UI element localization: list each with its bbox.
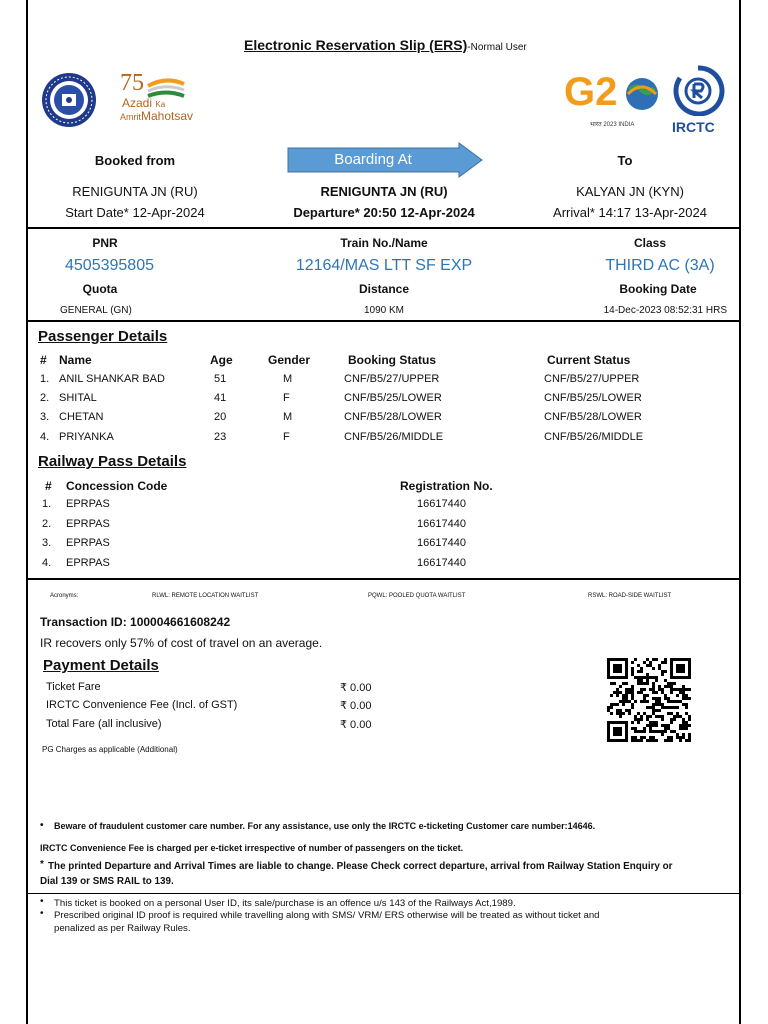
passenger-age: 20: [214, 411, 227, 423]
g20-text: G2: [564, 70, 618, 114]
quota-value: GENERAL (GN): [60, 305, 132, 316]
azadi-75-number: 75: [120, 70, 144, 96]
qr-code: [607, 658, 691, 742]
page-title: [244, 37, 527, 53]
globe-icon: [624, 76, 660, 112]
train-value: 12164/MAS LTT SF EXP: [295, 257, 473, 274]
pass-col-registration: Registration No.: [400, 479, 493, 493]
pg-charges-note: PG Charges as applicable (Additional): [42, 745, 178, 754]
pass-code: EPRPAS: [66, 537, 110, 549]
pass-col-num: #: [45, 479, 52, 493]
passenger-details-heading: Passenger Details: [38, 328, 168, 345]
amrit-word: Amrit: [120, 112, 141, 122]
pnr-value: 4505395805: [65, 257, 154, 274]
divider-journey: [28, 227, 740, 229]
pass-num: 2.: [42, 518, 52, 530]
passenger-current-status: CNF/B5/26/MIDDLE: [544, 431, 644, 443]
pass-col-code: Concession Code: [66, 479, 168, 493]
from-station: RENIGUNTA JN (RU): [72, 184, 198, 199]
passenger-col-age: Age: [210, 353, 233, 367]
subsidy-note: IR recovers only 57% of cost of travel on an average.: [40, 636, 323, 650]
departure-time: Departure* 20:50 12-Apr-2024: [293, 205, 475, 220]
quota-label: Quota: [82, 282, 118, 296]
fraud-notice: Beware of fraudulent customer care number. For any assistance, use only the IRCTC e-ticketing Customer care number:14646.: [54, 821, 596, 831]
start-date: Start Date* 12-Apr-2024: [65, 205, 205, 220]
times-notice-line1: The printed Departure and Arrival Times are liable to change. Please Check correct departure, arrival from Railway Station Enquiry or: [48, 861, 673, 872]
acronym-pqwl: PQWL: POOLED QUOTA WAITLIST: [368, 593, 466, 599]
payment-amount: ₹ 0.00: [340, 682, 372, 694]
pass-code: EPRPAS: [66, 498, 110, 510]
passenger-col-current-status: Current Status: [547, 353, 631, 367]
passenger-current-status: CNF/B5/25/LOWER: [544, 392, 642, 404]
passenger-gender: F: [283, 431, 290, 443]
passenger-name: ANIL SHANKAR BAD: [59, 373, 165, 385]
pnr-label: PNR: [92, 236, 118, 250]
passenger-name: PRIYANKA: [59, 431, 114, 443]
pass-code: EPRPAS: [66, 518, 110, 530]
passenger-col-num: #: [40, 353, 47, 367]
pass-registration: 16617440: [417, 518, 466, 530]
payment-label: Total Fare (all inclusive): [46, 718, 162, 730]
pass-registration: 16617440: [417, 557, 466, 569]
to-label: To: [617, 153, 633, 168]
azadi-word: Azadi: [122, 96, 153, 110]
pass-num: 1.: [42, 498, 52, 510]
payment-amount: ₹ 0.00: [340, 700, 372, 712]
class-value: THIRD AC (3A): [605, 257, 715, 274]
passenger-current-status: CNF/B5/27/UPPER: [544, 373, 640, 385]
pass-registration: 16617440: [417, 537, 466, 549]
passenger-booking-status: CNF/B5/27/UPPER: [344, 373, 440, 385]
passenger-gender: F: [283, 392, 290, 404]
passenger-name: SHITAL: [59, 392, 97, 404]
passenger-gender: M: [283, 411, 293, 423]
transaction-id: Transaction ID: 100004661608242: [40, 615, 231, 629]
passenger-name: CHETAN: [59, 411, 104, 423]
ka-word: Ka: [155, 100, 166, 109]
azadi-line1: [122, 96, 165, 110]
rule-id-proof-line1: Prescribed original ID proof is required while travelling along with SMS/ VRM/ ERS otherwise will be treated as without ticket and: [54, 910, 600, 921]
acronym-rswl: RSWL: ROAD-SIDE WAITLIST: [588, 593, 672, 599]
pass-num: 4.: [42, 557, 52, 569]
boarding-at-label: Boarding At: [334, 151, 412, 168]
train-label: Train No./Name: [340, 236, 428, 250]
passenger-age: 23: [214, 431, 227, 443]
payment-details-heading: Payment Details: [43, 657, 159, 674]
arrival-time: Arrival* 14:17 13-Apr-2024: [553, 205, 707, 220]
times-notice-line2: Dial 139 or SMS RAIL to 139.: [40, 876, 174, 887]
payment-amount: ₹ 0.00: [340, 719, 372, 731]
page-right-border: [739, 0, 741, 1024]
payment-label: Ticket Fare: [46, 681, 101, 693]
boarding-at-arrow: [287, 142, 483, 178]
g20-logo: [562, 68, 664, 134]
irctc-text: IRCTC: [672, 119, 715, 135]
divider-acronyms: [28, 578, 740, 580]
booking-date-label: Booking Date: [619, 282, 697, 296]
boarding-station: RENIGUNTA JN (RU): [320, 184, 448, 199]
passenger-booking-status: CNF/B5/25/LOWER: [344, 392, 442, 404]
convenience-fee-notice: IRCTC Convenience Fee is charged per e-ticket irrespective of number of passengers on the ticket.: [40, 843, 464, 853]
passenger-current-status: CNF/B5/28/LOWER: [544, 411, 642, 423]
bullet-icon: •: [40, 820, 44, 831]
divider-ticket: [28, 320, 740, 322]
class-label: Class: [633, 236, 667, 250]
passenger-age: 41: [214, 392, 227, 404]
g20-caption: भारत 2023 INDIA: [590, 122, 635, 128]
distance-label: Distance: [358, 282, 410, 296]
irctc-logo: [666, 64, 728, 136]
pass-registration: 16617440: [417, 498, 466, 510]
passenger-booking-status: CNF/B5/28/LOWER: [344, 411, 442, 423]
bullet-icon: •: [40, 908, 44, 919]
irctc-emblem-icon: [670, 64, 726, 116]
asterisk-icon: *: [40, 859, 44, 870]
to-station: KALYAN JN (KYN): [576, 184, 684, 199]
pass-num: 3.: [42, 537, 52, 549]
indian-railways-logo: [40, 70, 98, 130]
passenger-age: 51: [214, 373, 227, 385]
passenger-num: 1.: [40, 373, 50, 385]
passenger-gender: M: [283, 373, 293, 385]
bullet-icon: •: [40, 896, 44, 907]
railway-pass-heading: Railway Pass Details: [38, 453, 187, 470]
passenger-num: 3.: [40, 411, 50, 423]
divider-rules: [28, 893, 740, 894]
rule-personal-id: This ticket is booked on a personal User ID, its sale/purchase is an offence u/s 143 of the Railways Act,1989.: [54, 898, 516, 909]
qr-code-icon: [607, 658, 691, 742]
passenger-num: 4.: [40, 431, 50, 443]
title-main: Electronic Reservation Slip (ERS): [244, 37, 468, 53]
booking-date-value: 14-Dec-2023 08:52:31 HRS: [603, 305, 727, 316]
azadi-line2: [120, 109, 193, 123]
acronyms-label: Acronyms:: [50, 593, 79, 599]
rule-id-proof-line2: penalized as per Railway Rules.: [54, 923, 191, 934]
passenger-col-name: Name: [59, 353, 92, 367]
payment-label: IRCTC Convenience Fee (Incl. of GST): [46, 699, 238, 711]
booked-from-label: Booked from: [94, 153, 176, 168]
passenger-num: 2.: [40, 392, 50, 404]
title-suffix: -Normal User: [467, 42, 527, 53]
azadi-ka-amrit-mahotsav-logo: [112, 68, 204, 130]
mahotsav-word: Mahotsav: [141, 109, 194, 123]
passenger-col-gender: Gender: [268, 353, 311, 367]
distance-value: 1090 KM: [363, 305, 405, 316]
passenger-col-booking-status: Booking Status: [348, 353, 437, 367]
acronym-rlwl: RLWL: REMOTE LOCATION WAITLIST: [152, 593, 259, 599]
page-left-border: [26, 0, 28, 1024]
passenger-booking-status: CNF/B5/26/MIDDLE: [344, 431, 444, 443]
pass-code: EPRPAS: [66, 557, 110, 569]
